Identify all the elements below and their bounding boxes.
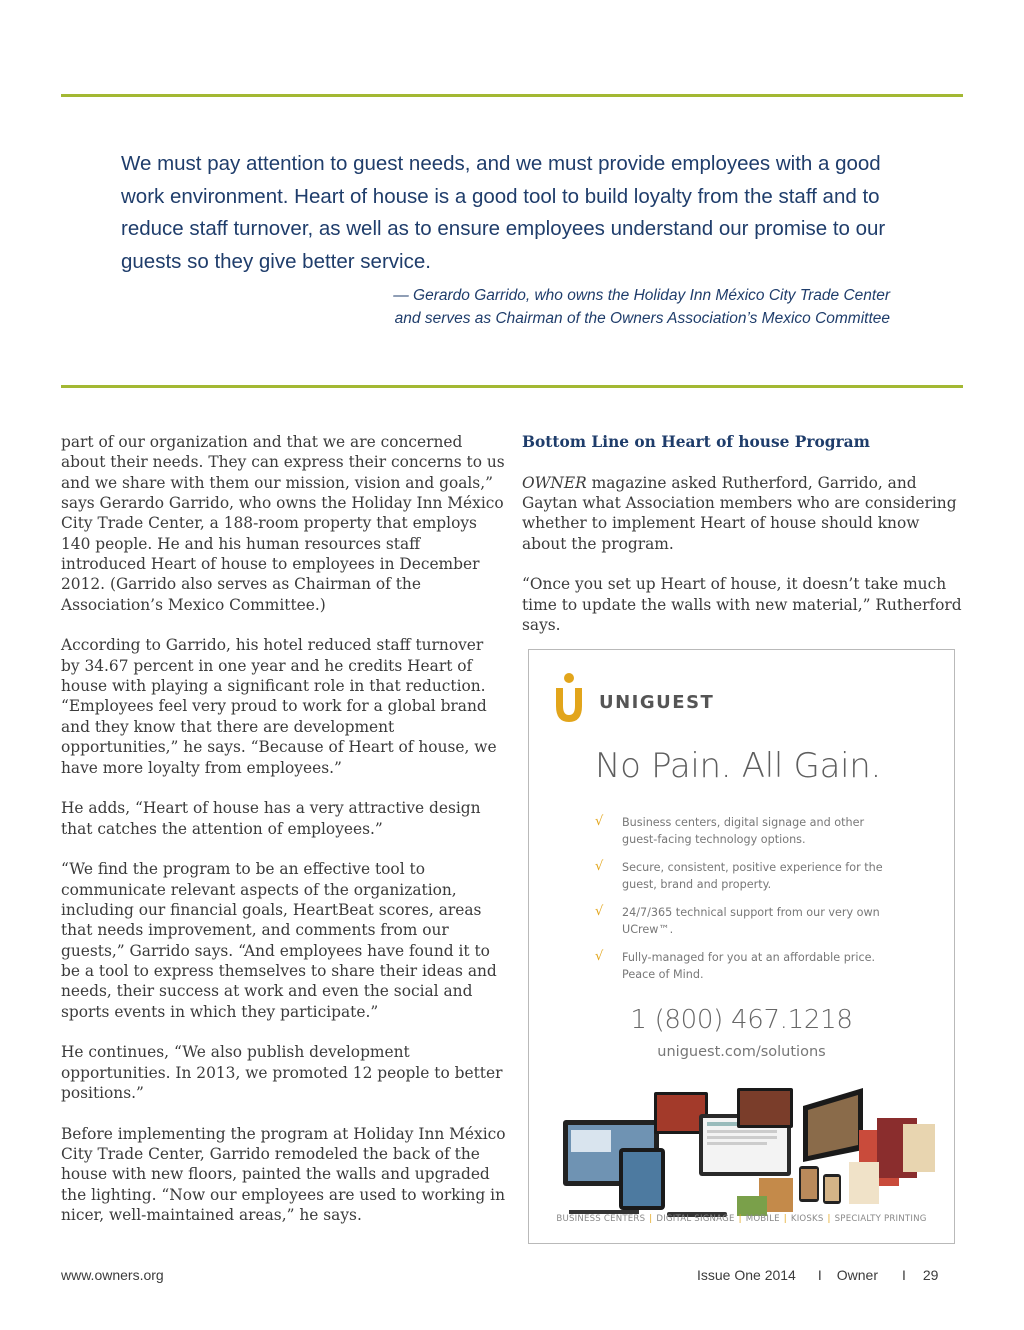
benefit-item [595,950,895,995]
separator: I [817,1267,822,1283]
checkmark-icon: √ [595,949,604,964]
paragraph: According to Garrido, his hotel reduced staff turnover by 34.67 percent in one year and he credits Heart of house with playing a significant role in that reduction. “Employees feel very proud to work for a global brand and they know that there are development opportunities,” he says. “Because of Heart of house, we have more loyalty from employees.” [61,636,497,777]
paragraph-text: magazine asked Rutherford, Garrido, and Gaytan what Association members who are considering whether to implement Heart of house should know about the program. [522,473,957,553]
footer-website[interactable]: www.owners.org [61,1267,164,1283]
quote-attribution [320,284,890,330]
benefit-text: Secure, consistent, positive experience for the guest, brand and property. [622,861,883,891]
benefit-list [595,815,895,995]
benefit-item [595,815,895,860]
attribution-line-1: — Gerardo Garrido, who owns the Holiday Inn México City Trade Center [393,287,890,304]
checkmark-icon: √ [595,904,604,919]
brand-name: UNIGUEST [599,692,715,713]
benefit-text: 24/7/365 technical support from our very own UCrew™. [622,906,880,936]
paragraph: Before implementing the program at Holiday Inn México City Trade Center, Garrido remodeled the back of the house with new floors, painted the walls and upgraded the lighting. “Now our employees are used to working in nicer, well-maintained areas,” he says. [61,1124,506,1225]
separator: I [901,1267,906,1283]
phone-number[interactable]: 1 (800) 467.1218 [630,1005,853,1035]
benefit-item [595,905,895,950]
service-label: SPECIALTY PRINTING [834,1214,927,1224]
right-column [522,432,967,656]
section-heading: Bottom Line on Heart of house Program [522,433,870,451]
ad-tagline: No Pain. All Gain. [595,746,882,786]
separator: | [738,1214,742,1224]
separator: | [827,1214,831,1224]
pull-quote: We must pay attention to guest needs, and we must provide employees with a good work environment. Heart of house is a good tool to build loyalty from the staff and to reduce staff turnover, as well as to ensure employees understand our promise to our guests so they give better service. [121,152,886,273]
issue-label: Issue One 2014 [697,1267,796,1283]
checkmark-icon: √ [595,814,604,829]
left-column [61,432,506,1246]
top-divider [61,94,963,97]
separator: | [649,1214,653,1224]
benefit-item [595,860,895,905]
uniguest-advertisement[interactable] [528,649,955,1244]
website-link[interactable]: uniguest.com/solutions [657,1044,826,1060]
benefit-text: Business centers, digital signage and other guest-facing technology options. [622,816,865,846]
paragraph: part of our organization and that we are concerned about their needs. They can express their concerns to us and we share with them our mission, vision and goals,” says Gerardo Garrido, who owns the Holiday Inn México City Trade Center, a 188-room property that employs 140 people. He and his human resources staff introduced Heart of house to employees in December 2012. (Garrido also serves as Chairman of the Association’s Mexico Committee.) [61,433,505,614]
footer-issue-info [697,1267,938,1283]
magazine-label: Owner [836,1267,878,1283]
page-number: 29 [922,1267,939,1283]
paragraph: He adds, “Heart of house has a very attractive design that catches the attention of employees.” [61,799,481,838]
magazine-name: OWNER [522,473,587,492]
paragraph [522,473,967,554]
paragraph: He continues, “We also publish development opportunities. In 2013, we promoted 12 people to better positions.” [61,1043,503,1102]
paragraph: “Once you set up Heart of house, it doesn’t take much time to update the walls with new material,” Rutherford says. [522,575,962,635]
service-label: BUSINESS CENTERS [556,1214,646,1224]
benefit-text: Fully-managed for you at an affordable price. Peace of Mind. [622,951,876,981]
bottom-divider [61,385,963,388]
separator: | [783,1214,787,1224]
service-label: MOBILE [745,1214,780,1224]
attribution-line-2: and serves as Chairman of the Owners Association’s Mexico Committee [394,310,890,327]
service-label: KIOSKS [790,1214,824,1224]
service-label: DIGITAL SIGNAGE [656,1214,735,1224]
service-list [529,1214,954,1224]
checkmark-icon: √ [595,859,604,874]
paragraph: “We find the program to be an effective tool to communicate relevant aspects of the organization, including our financial goals, HeartBeat scores, areas that needs improvement, and comments from our guests,” Garrido says. “And employees have found it to be a tool to express themselves to share their ideas and needs, their success at work and even the social and sports events in which they participate.” [61,860,497,1021]
